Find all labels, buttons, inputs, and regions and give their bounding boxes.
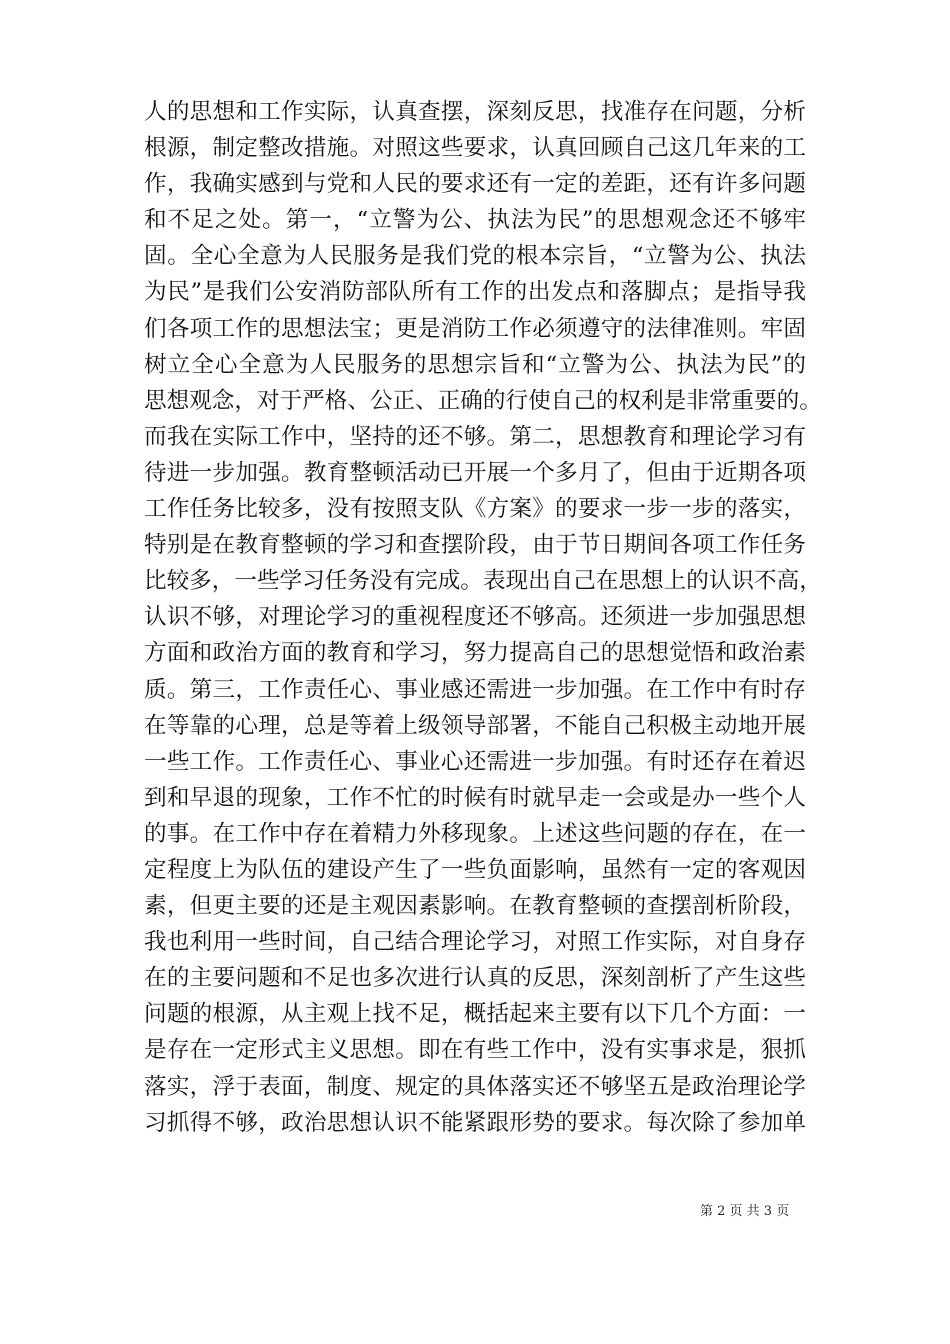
text-line: 固。全心全意为人民服务是我们党的根本宗旨，“立警为公、执法 — [144, 243, 806, 270]
text-line: 比较多，一些学习任务没有完成。表现出自己在思想上的认识不高， — [144, 568, 822, 595]
text-line: 和不足之处。第一，“立警为公、执法为民”的思想观念还不够牢 — [144, 207, 806, 234]
text-line: 特别是在教育整顿的学习和查摆阶段，由于节日期间各项工作任务 — [144, 532, 806, 559]
text-line: 工作任务比较多，没有按照支队《方案》的要求一步一步的落实， — [144, 496, 806, 523]
text-line: 质。第三，工作责任心、事业感还需进一步加强。在工作中有时存 — [144, 676, 806, 703]
text-line: 落实，浮于表面，制度、规定的具体落实还不够坚五是政治理论学 — [144, 1073, 806, 1100]
text-line: 在的主要问题和不足也多次进行认真的反思，深刻剖析了产生这些 — [144, 965, 806, 992]
text-line: 到和早退的现象，工作不忙的时候有时就早走一会或是办一些个人 — [144, 784, 806, 811]
text-line: 方面和政治方面的教育和学习，努力提高自己的思想觉悟和政治素 — [144, 640, 806, 667]
text-line: 问题的根源，从主观上找不足，概括起来主要有以下几个方面：一 — [144, 1001, 806, 1028]
text-line: 根源，制定整改措施。对照这些要求，认真回顾自己这几年来的工 — [144, 135, 806, 162]
text-line: 待进一步加强。教育整顿活动已开展一个多月了，但由于近期各项 — [144, 459, 806, 486]
text-line: 习抓得不够，政治思想认识不能紧跟形势的要求。每次除了参加单 — [144, 1109, 806, 1136]
text-line: 的事。在工作中存在着精力外移现象。上述这些问题的存在，在一 — [144, 820, 806, 847]
text-line: 素，但更主要的还是主观因素影响。在教育整顿的查摆剖析阶段， — [144, 893, 806, 920]
text-line: 而我在实际工作中，坚持的还不够。第二，思想教育和理论学习有 — [144, 423, 806, 450]
text-line: 我也利用一些时间，自己结合理论学习，对照工作实际，对自身存 — [144, 929, 806, 956]
text-line: 是存在一定形式主义思想。即在有些工作中，没有实事求是，狠抓 — [144, 1037, 806, 1064]
body-text — [144, 94, 822, 1141]
text-line: 为民”是我们公安消防部队所有工作的出发点和落脚点；是指导我 — [144, 279, 806, 306]
text-line: 一些工作。工作责任心、事业心还需进一步加强。有时还存在着迟 — [144, 748, 806, 775]
text-line: 树立全心全意为人民服务的思想宗旨和“立警为公、执法为民”的 — [144, 351, 806, 378]
page-footer: 第 2 页 共 3 页 — [700, 1204, 790, 1219]
text-line: 思想观念，对于严格、公正、正确的行使自己的权利是非常重要的。 — [144, 387, 822, 414]
text-line: 认识不够，对理论学习的重视程度还不够高。还须进一步加强思想 — [144, 604, 806, 631]
text-line: 们各项工作的思想法宝；更是消防工作必须遵守的法律准则。牢固 — [144, 315, 806, 342]
text-line: 定程度上为队伍的建设产生了一些负面影响，虽然有一定的客观因 — [144, 856, 806, 883]
text-line: 在等靠的心理，总是等着上级领导部署，不能自己积极主动地开展 — [144, 712, 806, 739]
text-line: 作，我确实感到与党和人民的要求还有一定的差距，还有许多问题 — [144, 171, 806, 198]
text-line: 人的思想和工作实际，认真查摆，深刻反思，找准存在问题，分析 — [144, 99, 806, 125]
